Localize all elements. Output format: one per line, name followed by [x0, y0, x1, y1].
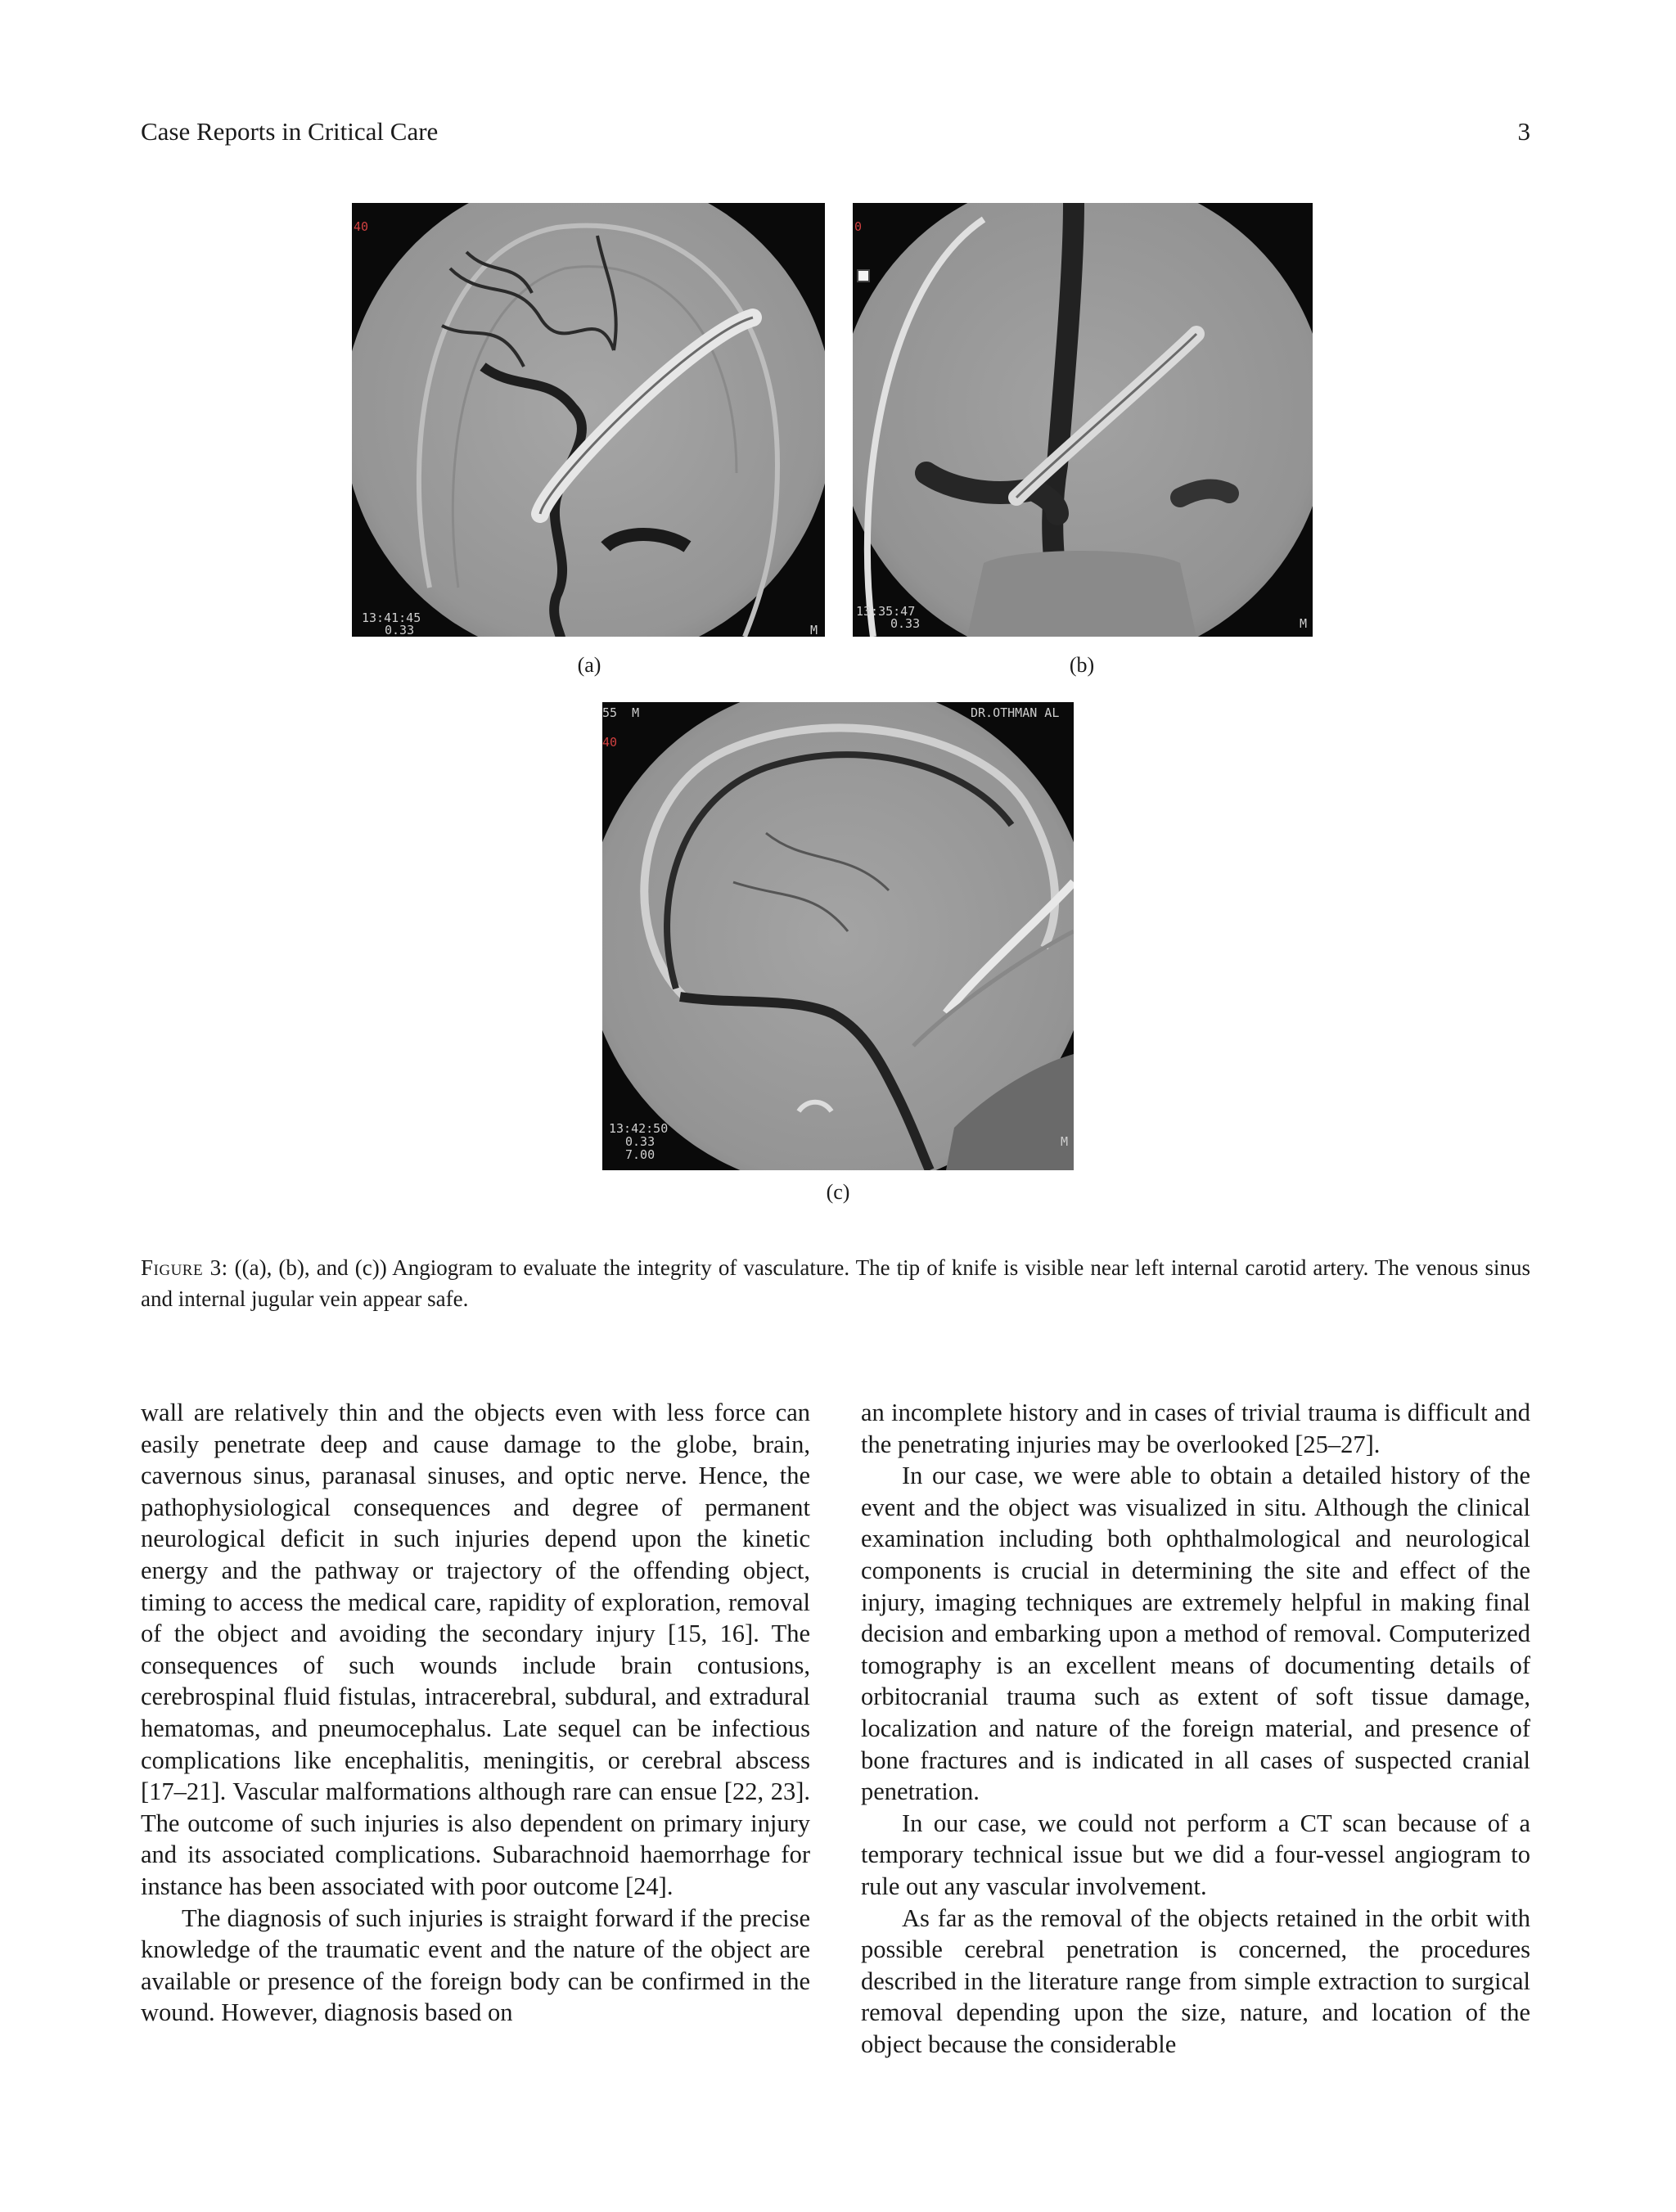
panel-c-overlay-time: 13:42:50 [609, 1121, 669, 1136]
angiogram-c-image [602, 702, 1074, 1170]
panel-c-overlay-top: 55 M [602, 705, 640, 720]
right-paragraph-1: an incomplete history and in cases of trivial trauma is difficult and the penetrating injuries may be overlooked [25–27]. [861, 1399, 1530, 1458]
panel-a-overlay-time: 13:41:45 [362, 610, 421, 625]
panel-b-overlay-corner: M [1300, 616, 1308, 631]
panel-c-overlay-line2: 0.33 [625, 1134, 656, 1149]
angiogram-a-image [352, 203, 825, 637]
journal-title: Case Reports in Critical Care [141, 117, 439, 146]
panel-a-overlay-corner: M [810, 623, 818, 637]
panel-b-overlay-line2: 0.33 [890, 616, 921, 631]
panel-c-overlay-corner: M [1061, 1134, 1069, 1149]
panel-b-overlay-time: 13:35:47 [856, 604, 916, 619]
panel-a-overlay-top: 40 [354, 219, 369, 234]
left-paragraph-2: The diagnosis of such injuries is straight forward if the precise knowledge of the traumatic event and the nature of the object are available or presence of the foreign body can be confirmed in the wound. However, diagnosis based on [141, 1903, 810, 2027]
panel-a-label: (a) [577, 653, 601, 677]
figure-caption-label: Figure 3: [141, 1255, 228, 1280]
figure-panel-a [352, 203, 825, 637]
figure-caption-text: ((a), (b), and (c)) Angiogram to evaluate the integrity of vasculature. The tip of knife is visible near left internal carotid artery. The venous sinus and internal jugular vein appear safe. [141, 1255, 1530, 1311]
page-number: 3 [1517, 117, 1530, 146]
panel-b-overlay-top: 0 [854, 219, 863, 234]
panel-c-label: (c) [826, 1180, 850, 1204]
figure-panel-b [853, 203, 1313, 637]
left-paragraph-1: wall are relatively thin and the objects even with less force can easily penetrate deep and cause damage to the globe, brain, cavernous sinus, paranasal sinuses, and optic nerve. Hence, the pathophysiological consequences and degree of permanent neurological deficit in such injuries depend upon the kinetic energy and the pathway or trajectory of the offending object, timing to access the medical care, rapidity of exploration, removal of the object and avoiding the secondary injury [15, 16]. The consequences of such wounds include brain contusions, cerebrospinal fluid fistulas, intracerebral, subdural, and extradural hematomas, and pneumocephalus. Late sequel can be infectious complications like encephalitis, meningitis, or cerebral abscess [17–21]. Vascular malformations although rare can ensue [22, 23]. The outcome of such injuries is also dependent on primary injury and its associated complications. Subarachnoid haemorrhage for instance has been associated with poor outcome [24]. [141, 1399, 810, 1900]
panel-a-overlay-line2: 0.33 [385, 623, 415, 637]
figure-caption [141, 1252, 1530, 1314]
right-paragraph-3: In our case, we could not perform a CT scan because of a temporary technical issue but we did a four-vessel angiogram to rule out any vascular involvement. [861, 1809, 1530, 1900]
right-paragraph-2: In our case, we were able to obtain a detailed history of the event and the object was visualized in situ. Although the clinical examination including both ophthalmological and neurological components is crucial in determining the site and effect of the injury, imaging techniques are extremely helpful in making final decision and embarking upon a method of removal. Computerized tomography is an excellent means of documenting details of orbitocranial trauma such as extent of soft tissue damage, localization and nature of the foreign material, and presence of bone fractures and is indicated in all cases of suspected cranial penetration. [861, 1462, 1530, 1806]
panel-c-overlay-line3: 7.00 [625, 1147, 656, 1162]
body-left-column [141, 1397, 810, 2029]
angiogram-b-image [853, 203, 1313, 637]
right-paragraph-4: As far as the removal of the objects retained in the orbit with possible cerebral penetration is concerned, the procedures described in the literature range from simple extraction to surgical removal depending upon the size, nature, and location of the object because the considerable [861, 1903, 1530, 2058]
running-head [141, 116, 1530, 146]
panel-b-label: (b) [1069, 653, 1095, 677]
figure-panel-c [602, 702, 1074, 1170]
body-right-column [861, 1397, 1530, 2060]
panel-c-overlay-top2: 40 [602, 735, 618, 750]
panel-c-overlay-right: DR.OTHMAN AL [971, 705, 1060, 720]
